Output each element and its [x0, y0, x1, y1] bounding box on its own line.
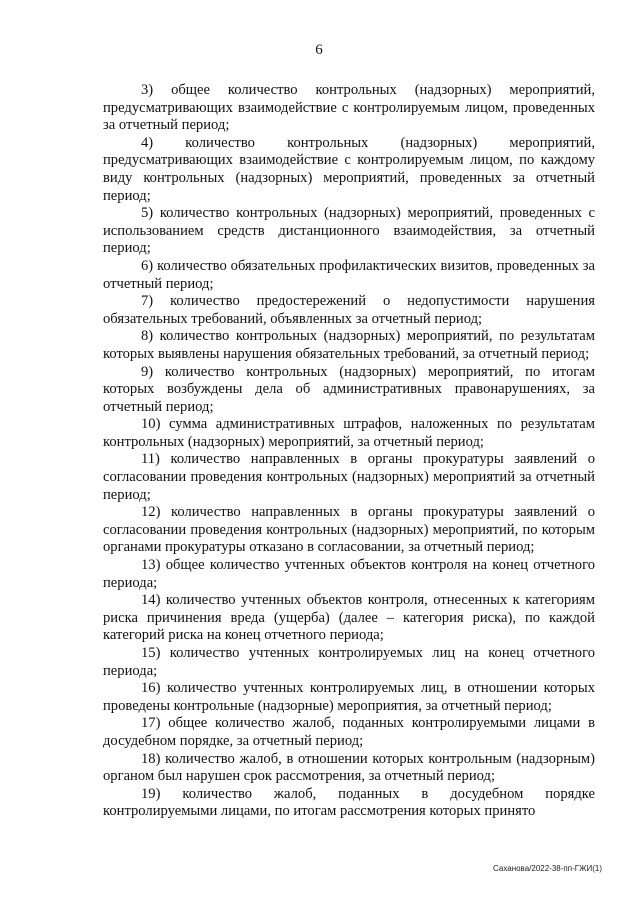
list-item: 5) количество контрольных (надзорных) мероприятий, проведенных с использованием средств дистанционного взаимодействия, за отчетный период;: [103, 205, 595, 257]
list-item: 8) количество контрольных (надзорных) мероприятий, по результатам которых выявлены нарушения обязательных требований, за отчетный период;: [103, 328, 595, 362]
list-item: 15) количество учтенных контролируемых лиц на конец отчетного периода;: [103, 645, 595, 679]
list-item: 16) количество учтенных контролируемых лиц, в отношении которых проведены контрольные (надзорные) мероприятия, за отчетный период;: [103, 680, 595, 714]
list-item: 7) количество предостережений о недопустимости нарушения обязательных требований, объявленных за отчетный период;: [103, 293, 595, 327]
list-item: 11) количество направленных в органы прокуратуры заявлений о согласовании проведения контрольных (надзорных) мероприятий за отчетный период;: [103, 451, 595, 503]
list-item: 14) количество учтенных объектов контроля, отнесенных к категориям риска причинения вреда (ущерба) (далее – категория риска), по каждой категорий риска на конец отчетного периода;: [103, 592, 595, 644]
list-item: 13) общее количество учтенных объектов контроля на конец отчетного периода;: [103, 557, 595, 591]
list-item: 12) количество направленных в органы прокуратуры заявлений о согласовании проведения контрольных (надзорных) мероприятий, по которым органами прокуратуры отказано в согласовании, за отчетный период;: [103, 504, 595, 556]
list-item: 3) общее количество контрольных (надзорных) мероприятий, предусматривающих взаимодействие с контролируемым лицом, проведенных за отчетный период;: [103, 82, 595, 134]
list-item: 10) сумма административных штрафов, наложенных по результатам контрольных (надзорных) мероприятий, за отчетный период;: [103, 416, 595, 450]
list-item: 4) количество контрольных (надзорных) мероприятий, предусматривающих взаимодействие с контролируемым лицом, по каждому виду контрольных (надзорных) мероприятий, проведенных за отчетный период;: [103, 134, 595, 204]
document-footer-code: Саханова/2022-38-пп-ГЖИ(1): [493, 864, 602, 873]
list-item: 19) количество жалоб, поданных в досудебном порядке контролируемыми лицами, по итогам рассмотрения которых принято: [103, 785, 595, 820]
page-number: 6: [315, 42, 323, 58]
list-item: 18) количество жалоб, в отношении которых контрольным (надзорным) органом был нарушен срок рассмотрения, за отчетный период;: [103, 750, 595, 785]
list-item: 6) количество обязательных профилактических визитов, проведенных за отчетный период;: [103, 257, 595, 292]
list-item: 9) количество контрольных (надзорных) мероприятий, по итогам которых возбуждены дела об административных правонарушениях, за отчетный период;: [103, 363, 595, 415]
document-body: [103, 82, 595, 821]
list-item: 17) общее количество жалоб, поданных контролируемыми лицами в досудебном порядке, за отчетный период;: [103, 715, 595, 749]
